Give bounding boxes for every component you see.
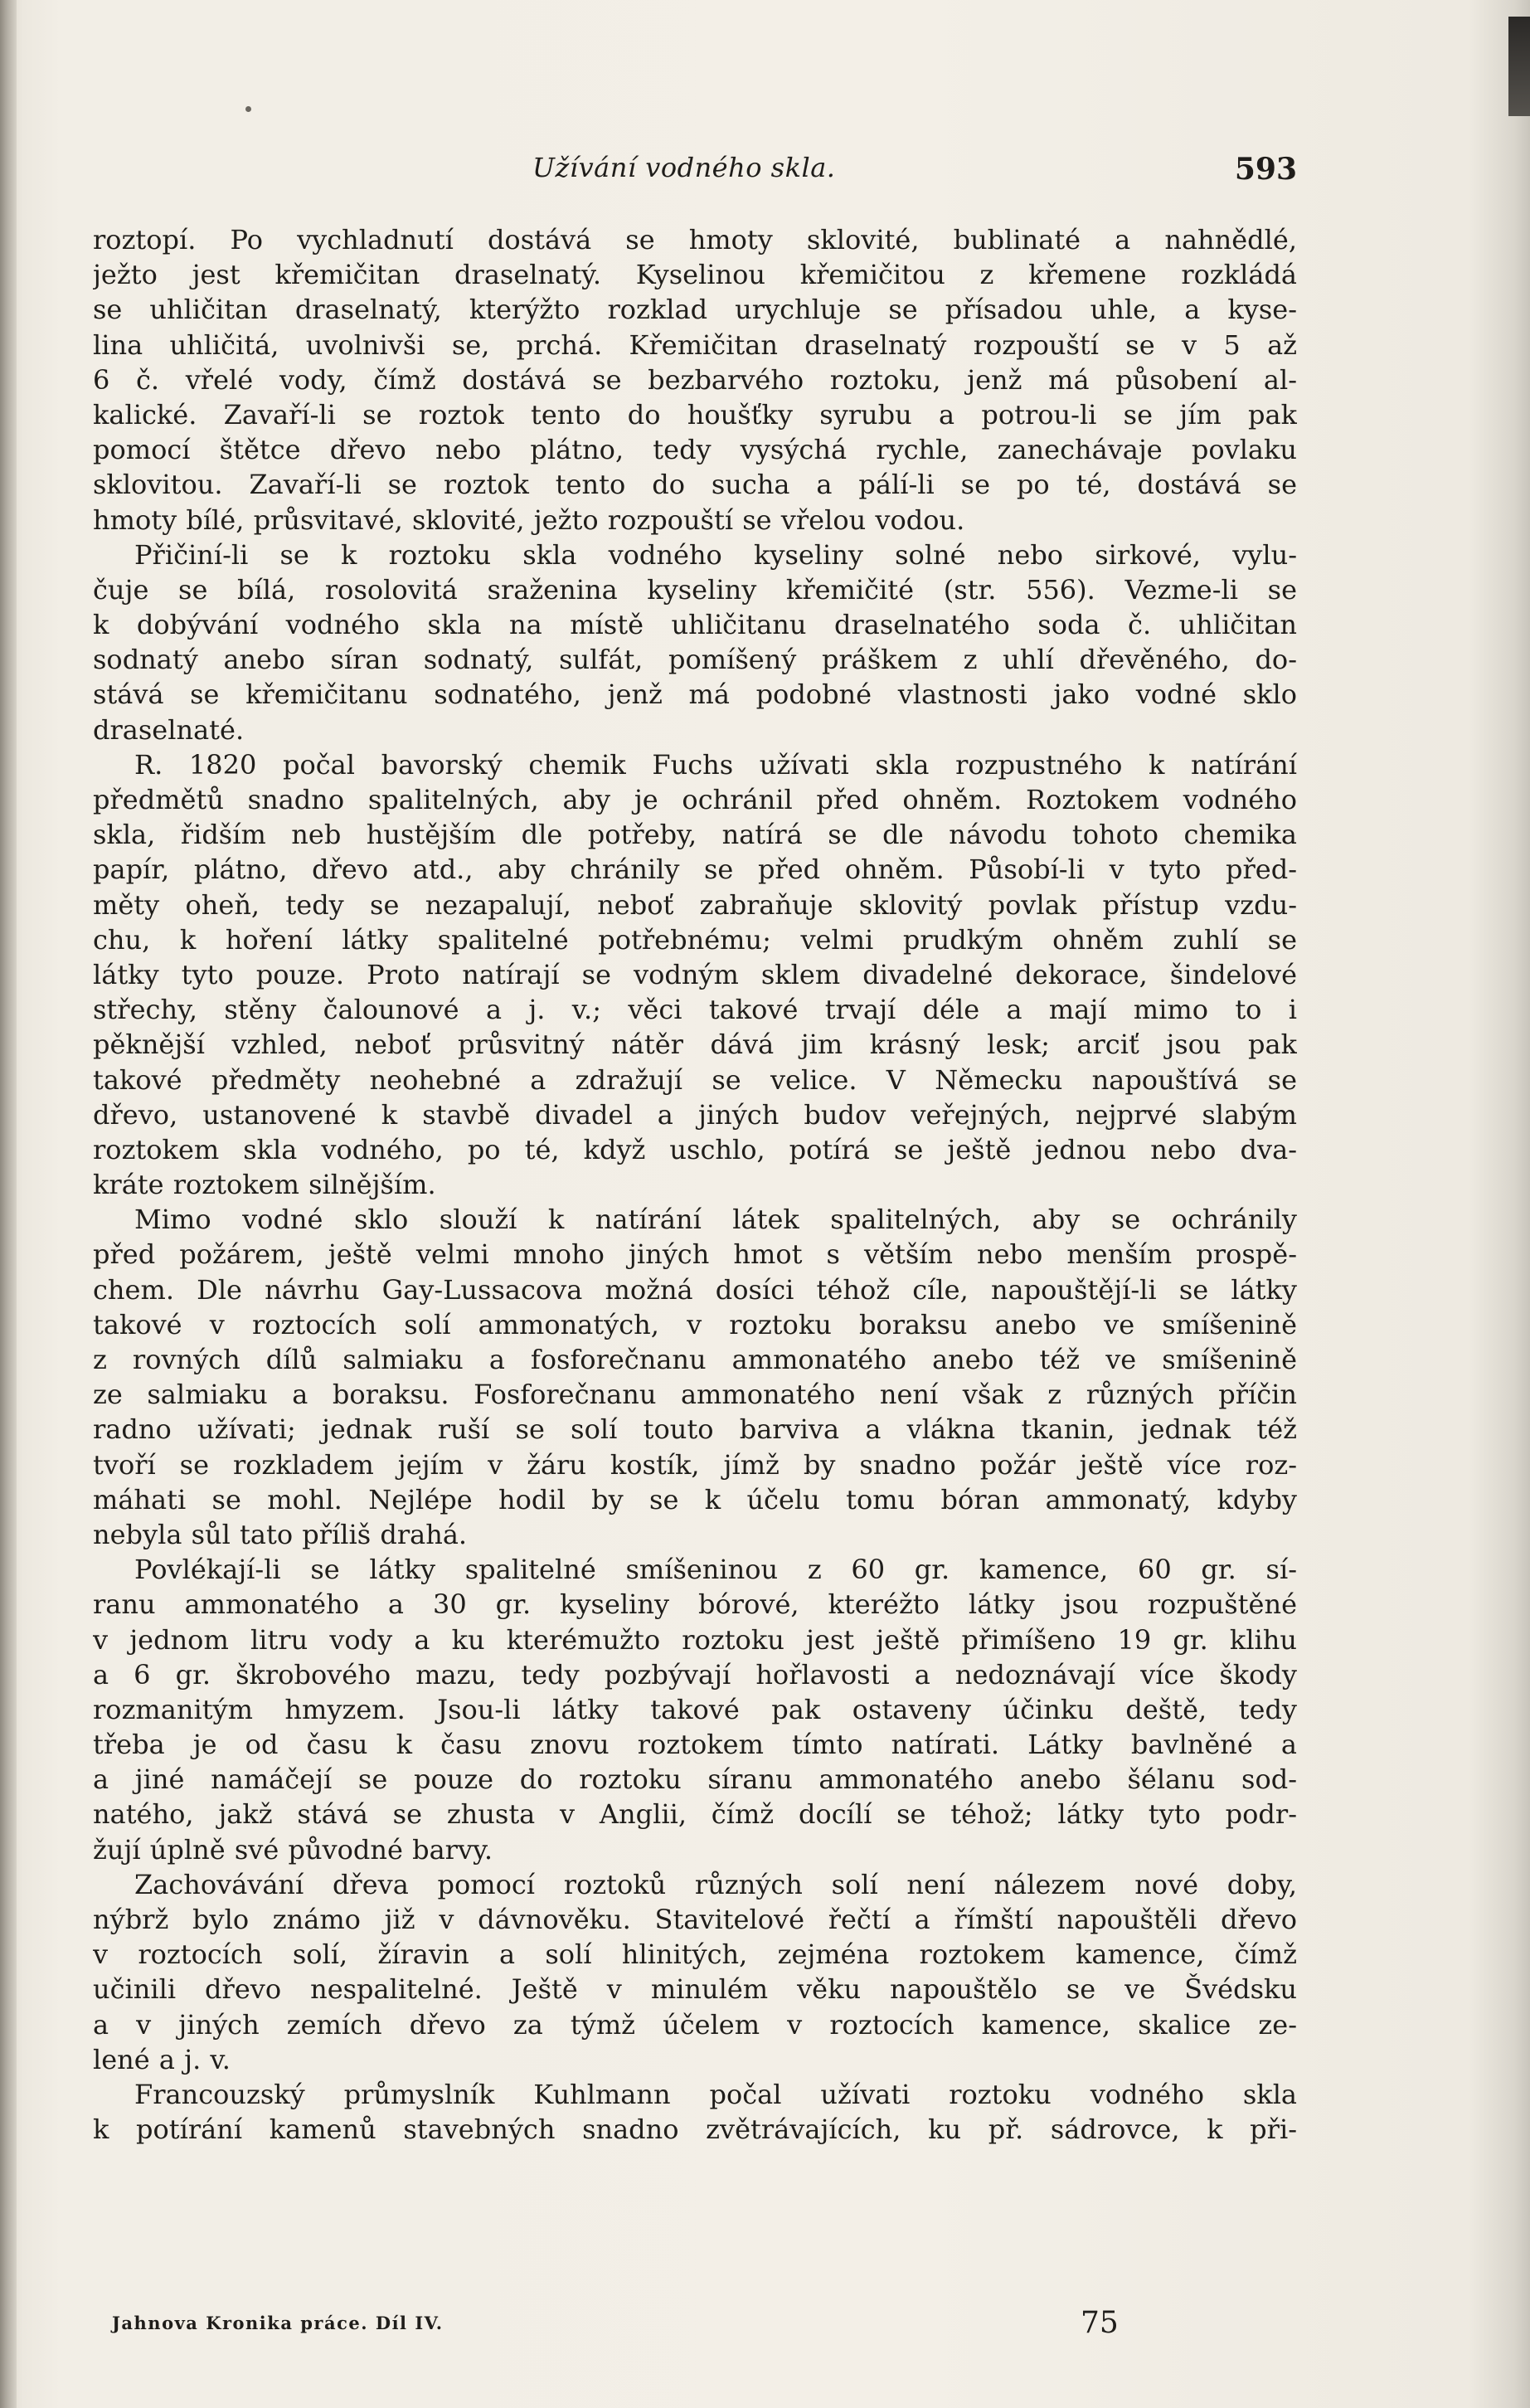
- text-line: skla, řidším neb hustějším dle potřeby, natírá se dle návodu tohoto chemika: [93, 819, 1297, 851]
- text-line: látky tyto pouze. Proto natírají se vodným sklem divadelné dekorace, šindelové: [93, 958, 1297, 990]
- text-line: sodnatý anebo síran sodnatý, sulfát, pomíšený práškem z uhlí dřevěného, do-: [93, 644, 1297, 676]
- text-line: chu, k hoření látky spalitelné potřebnému; velmi prudkým ohněm zuhlí se: [93, 923, 1297, 956]
- printer-signature: Jahnova Kronika práce. Díl IV.: [112, 2313, 444, 2333]
- text-line: v jednom litru vody a ku kterémužto roztoku jest ještě přimíšeno 19 gr. klihu: [93, 1623, 1297, 1656]
- text-line: Povlékají-li se látky spalitelné smíšeninou z 60 gr. kamence, 60 gr. sí-: [134, 1554, 1297, 1586]
- text-line: v roztocích solí, žíravin a solí hlinitých, zejména roztokem kamence, čímž: [93, 1939, 1297, 1971]
- text-line: střechy, stěny čalounové a j. v.; věci takové trvají déle a mají mimo to i: [93, 994, 1297, 1026]
- book-spine-shadow: [0, 0, 17, 2408]
- page-number: 593: [1234, 152, 1297, 187]
- running-title: Užívání vodného skla.: [532, 152, 836, 183]
- page-footer: [112, 2306, 1297, 2356]
- text-line: měty oheň, tedy se nezapalují, neboť zabraňuje sklovitý povlak přístup vzdu-: [93, 888, 1297, 921]
- text-line: Francouzský průmyslník Kuhlmann počal užívati roztoku vodného skla: [134, 2078, 1297, 2110]
- text-line: Zachovávání dřeva pomocí roztoků různých solí není nálezem nové doby,: [134, 1868, 1297, 1900]
- text-line: chem. Dle návrhu Gay-Lussacova možná dosíci téhož cíle, napouštějí-li se látky: [93, 1273, 1297, 1306]
- text-line: předmětů snadno spalitelných, aby je ochránil před ohněm. Roztokem vodného: [93, 784, 1297, 815]
- text-line: čuje se bílá, rosolovitá sraženina kyseliny křemičité (str. 556). Vezme-li se: [93, 573, 1297, 606]
- text-line: sklovitou. Zavaří-li se roztok tento do sucha a pálí-li se po té, dostává se: [93, 469, 1297, 501]
- text-line: radno užívati; jednak ruší se solí touto barviva a vlákna tkanin, jednak též: [93, 1413, 1297, 1446]
- text-line: se uhličitan draselnatý, kterýžto rozklad urychluje se přísadou uhle, a kyse-: [93, 294, 1297, 326]
- text-line: pomocí štětce dřevo nebo plátno, tedy vysýchá rychle, zanechávaje povlaku: [93, 434, 1297, 466]
- text-line: kráte roztokem silnějším.: [93, 1169, 436, 1201]
- text-line: máhati se mohl. Nejlépe hodil by se k účelu tomu bóran ammonatý, kdyby: [93, 1483, 1297, 1515]
- text-line: natého, jakž stává se zhusta v Anglii, čímž docílí se téhož; látky tyto podr-: [93, 1798, 1297, 1831]
- text-line: Přičiní-li se k roztoku skla vodného kyseliny solné nebo sirkové, vylu-: [134, 538, 1297, 571]
- text-line: tvoří se rozkladem jejím v žáru kostík, jímž by snadno požár ještě více roz-: [93, 1448, 1297, 1481]
- text-line: lené a j. v.: [93, 2043, 231, 2075]
- text-line: před požárem, ještě velmi mnoho jiných hmot s větším nebo menším prospě-: [93, 1238, 1297, 1271]
- text-line: ježto jest křemičitan draselnatý. Kyselinou křemičitou z křemene rozkládá: [93, 259, 1297, 291]
- text-line: nýbrž bylo známo již v dávnověku. Stavitelové řečtí a římští napouštěli dřevo: [93, 1904, 1297, 1935]
- signature-mark: 75: [1081, 2306, 1119, 2340]
- text-line: rozmanitým hmyzem. Jsou-li látky takové pak ostaveny účinku deště, tedy: [93, 1693, 1297, 1725]
- text-line: takové předměty neohebné a zdražují se velice. V Německu napouštívá se: [93, 1063, 1297, 1096]
- text-line: a 6 gr. škrobového mazu, tedy pozbývají hořlavosti a nedoznávají více škody: [93, 1658, 1297, 1690]
- text-line: kalické. Zavaří-li se roztok tento do houšťky syrubu a potrou-li se jím pak: [93, 398, 1297, 431]
- text-line: k dobývání vodného skla na místě uhličitanu draselnatého soda č. uhličitan: [93, 609, 1297, 641]
- text-line: pěknější vzhled, neboť průsvitný nátěr dává jim krásný lesk; arciť jsou pak: [93, 1029, 1297, 1061]
- running-head: [93, 152, 1297, 193]
- text-line: Mimo vodné sklo slouží k natírání látek spalitelných, aby se ochránily: [134, 1204, 1297, 1236]
- text-line: ranu ammonatého a 30 gr. kyseliny bórové, kteréžto látky jsou rozpuštěné: [93, 1588, 1297, 1621]
- text-line: a jiné namáčejí se pouze do roztoku síranu ammonatého anebo šélanu sod-: [93, 1763, 1297, 1796]
- text-line: takové v roztocích solí ammonatých, v roztoku boraksu anebo ve smíšenině: [93, 1308, 1297, 1340]
- text-line: a v jiných zemích dřevo za týmž účelem v roztocích kamence, skalice ze-: [93, 2008, 1297, 2041]
- text-line: z rovných dílů salmiaku a fosforečnanu ammonatého anebo též ve smíšenině: [93, 1344, 1297, 1375]
- text-line: třeba je od času k času znovu roztokem tímto natírati. Látky bavlněné a: [93, 1729, 1297, 1761]
- body-text: [93, 222, 1297, 2147]
- page-edge-mark: [1508, 17, 1530, 116]
- text-line: roztokem skla vodného, po té, když uschlo, potírá se ještě jednou nebo dva-: [93, 1133, 1297, 1165]
- text-line: papír, plátno, dřevo atd., aby chránily se před ohněm. Působí-li v tyto před-: [93, 854, 1297, 886]
- print-speck: [245, 106, 251, 112]
- text-line: R. 1820 počal bavorský chemik Fuchs užívati skla rozpustného k natírání: [134, 748, 1297, 781]
- text-line: lina uhličitá, uvolnivši se, prchá. Křemičitan draselnatý rozpouští se v 5 až: [93, 328, 1297, 361]
- text-line: draselnaté.: [93, 713, 245, 746]
- text-line: k potírání kamenů stavebných snadno zvětrávajících, ku př. sádrovce, k při-: [93, 2114, 1297, 2146]
- text-line: roztopí. Po vychladnutí dostává se hmoty sklovité, bublinaté a nahnědlé,: [93, 224, 1297, 255]
- text-line: ze salmiaku a boraksu. Fosforečnanu ammonatého není však z různých příčin: [93, 1379, 1297, 1411]
- text-line: žují úplně své původné barvy.: [93, 1833, 493, 1866]
- text-line: stává se křemičitanu sodnatého, jenž má podobné vlastnosti jako vodné sklo: [93, 679, 1297, 711]
- text-line: učinili dřevo nespalitelné. Ještě v minulém věku napouštělo se ve Švédsku: [93, 1973, 1297, 2006]
- text-line: 6 č. vřelé vody, čímž dostává se bezbarvého roztoku, jenž má působení al-: [93, 363, 1297, 396]
- text-line: nebyla sůl tato příliš drahá.: [93, 1518, 468, 1550]
- text-line: dřevo, ustanovené k stavbě divadel a jiných budov veřejných, nejprvé slabým: [93, 1098, 1297, 1131]
- text-line: hmoty bílé, průsvitavé, sklovité, ježto rozpouští se vřelou vodou.: [93, 503, 965, 536]
